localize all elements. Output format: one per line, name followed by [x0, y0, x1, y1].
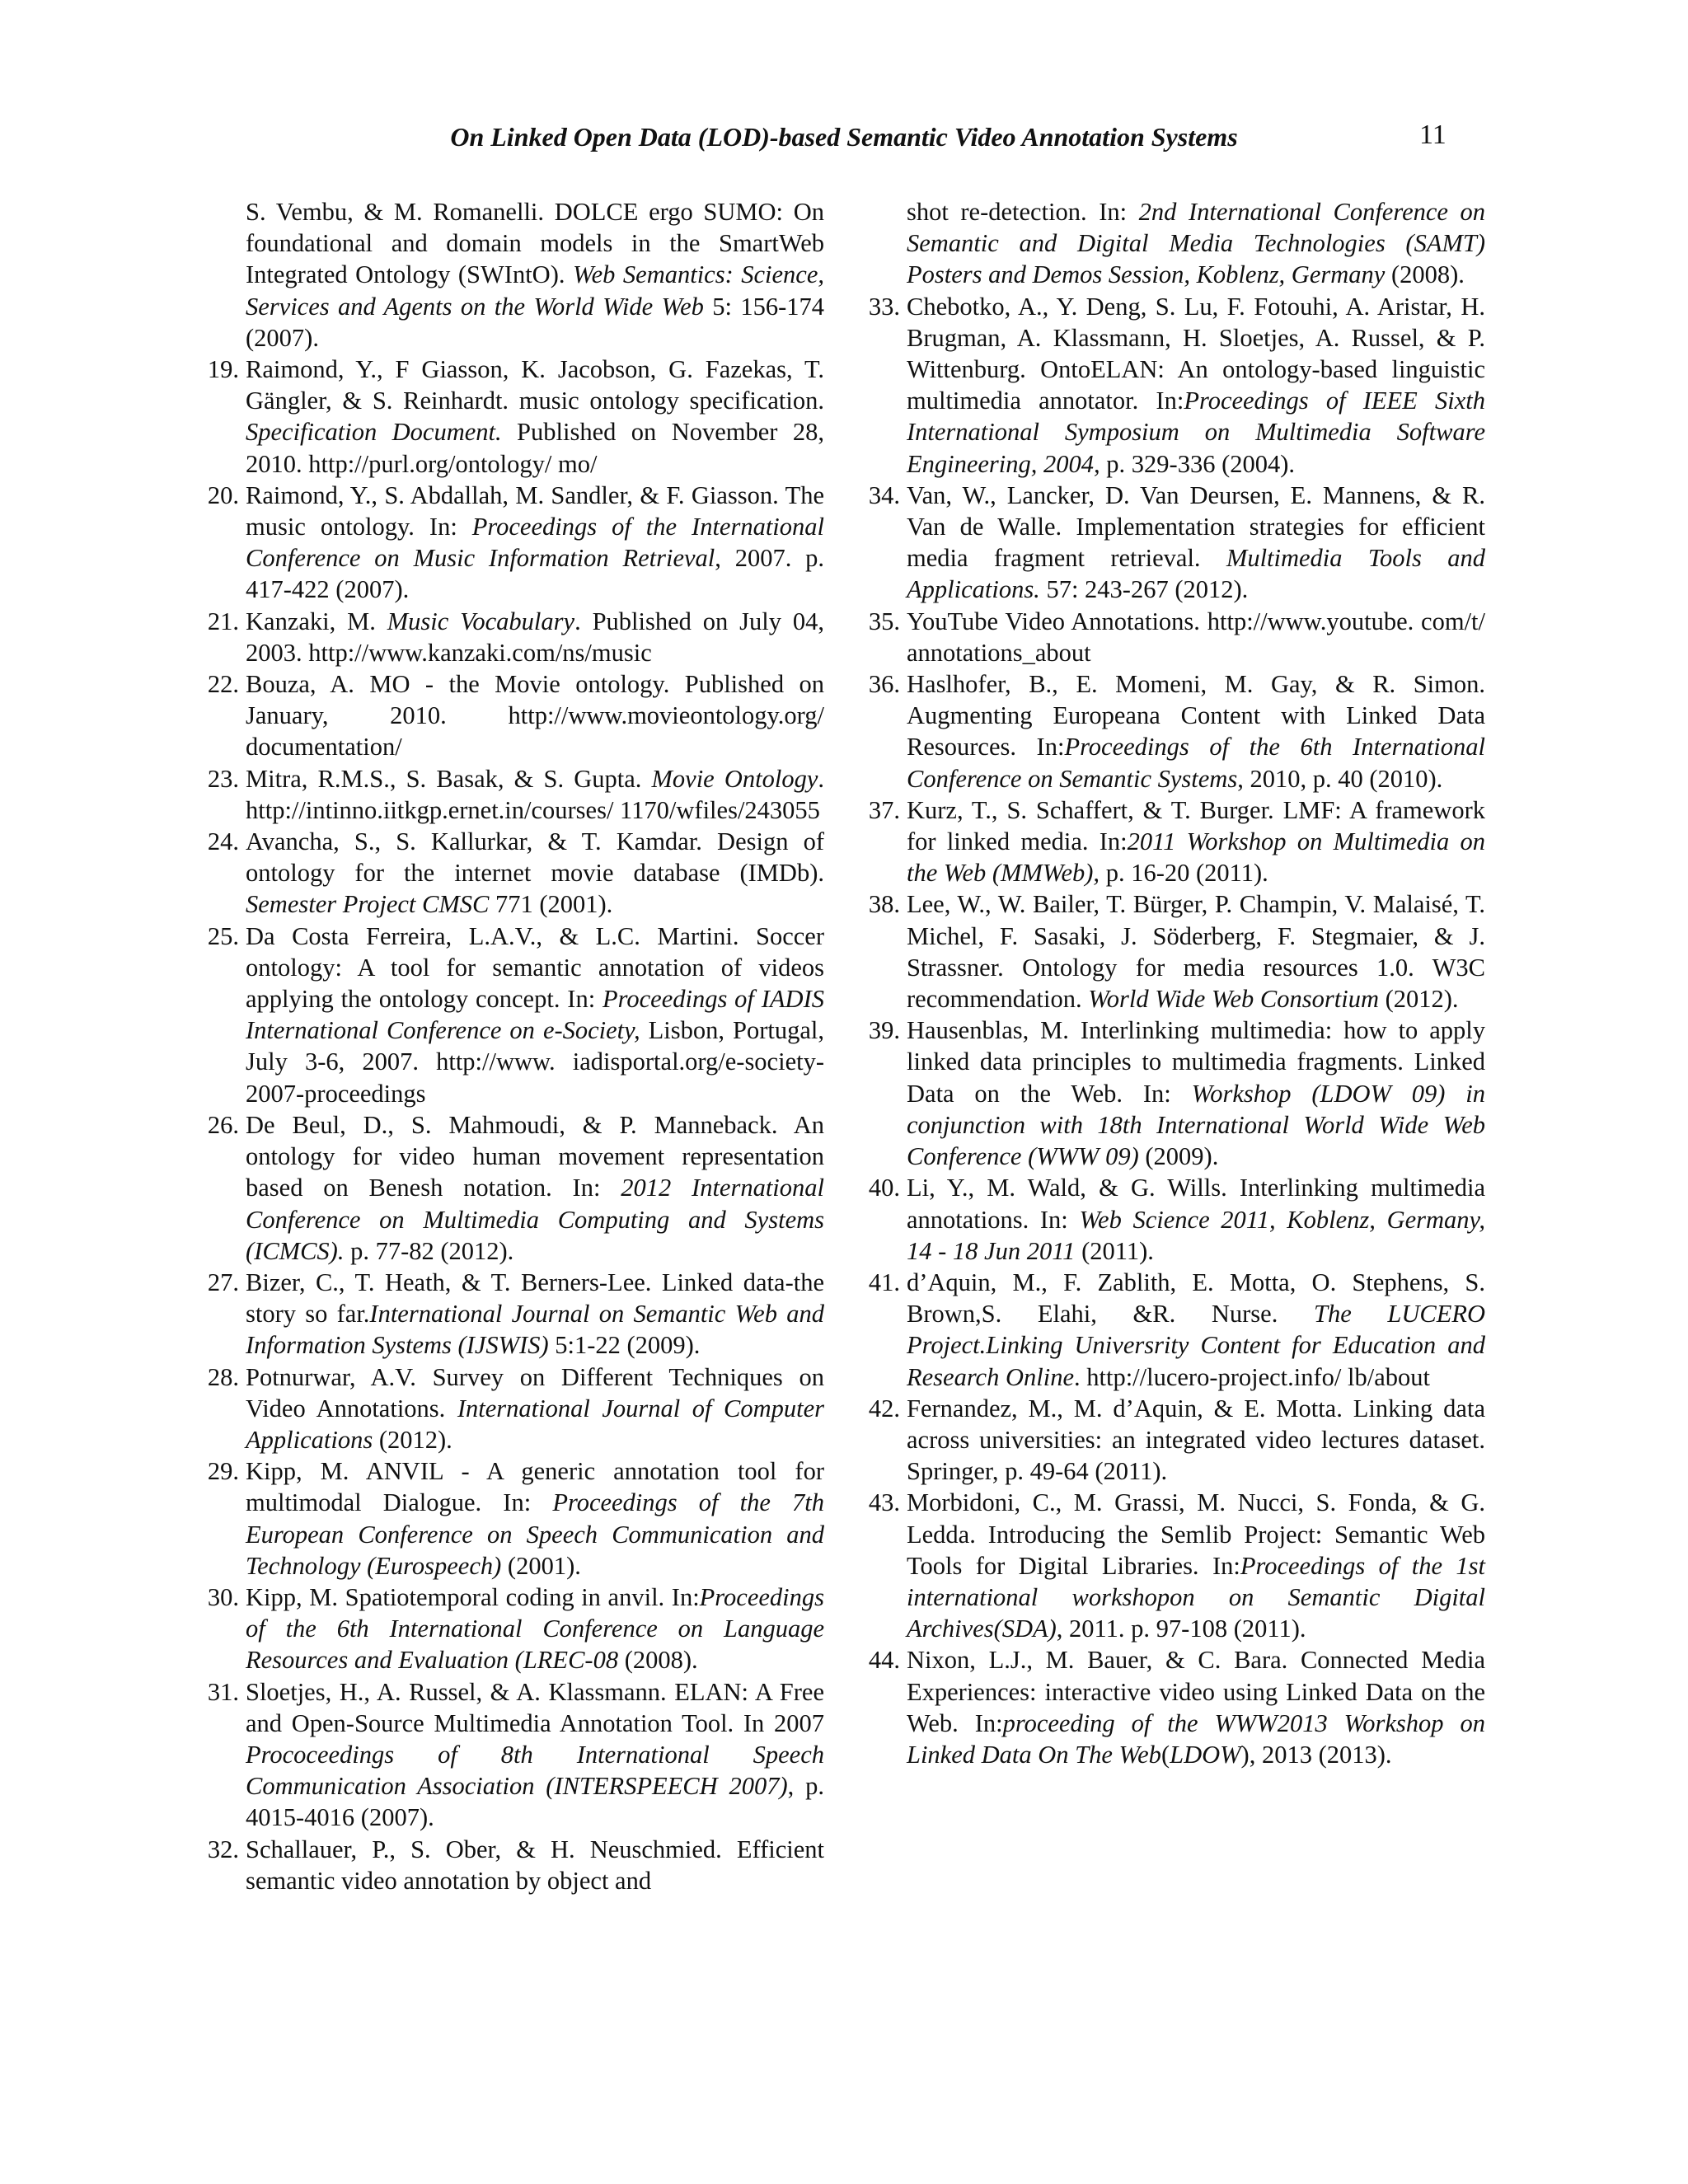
reference-number: 22.	[207, 670, 239, 699]
reference-number: 33.	[868, 292, 900, 321]
reference-text: p. 16-20 (2011).	[1100, 859, 1268, 888]
reference-text: Bouza, A. MO - the Movie ontology. Published on January, 2010. http://www.movieontology.org/ documentation/	[246, 670, 824, 762]
reference-text: (2011).	[1075, 1236, 1154, 1265]
reference-number: 31.	[207, 1677, 239, 1706]
reference-entry	[204, 1361, 824, 1456]
reference-number: 36.	[868, 670, 900, 699]
reference-italic-text: Proceedings of the 1st international workshopon on Semantic Digital Archives(SDA)	[907, 1551, 1485, 1643]
reference-text: Lisbon, Portugal, July 3-6, 2007. http://www. iadisportal.org/e-society-2007-proceedings	[246, 1016, 824, 1108]
reference-number: 41.	[868, 1268, 900, 1296]
reference-italic-text: Movie Ontology	[651, 764, 818, 793]
reference-text: . http://intinno.iitkgp.ernet.in/courses/ 1170/wfiles/243055	[246, 764, 824, 824]
reference-entry	[204, 1455, 824, 1582]
reference-text: 5:1-22 (2009).	[548, 1331, 701, 1360]
reference-italic-text: 2nd International Conference on Semantic and Digital Media Technologies (SAMT) Posters and Demos Session, Koblenz, Germany	[907, 198, 1485, 289]
reference-entry	[204, 668, 824, 763]
reference-number: 28.	[207, 1362, 239, 1391]
reference-italic-text: proceeding of the WWW2013 Workshop on Linked Data On The Web	[907, 1708, 1485, 1769]
reference-text: Haslhofer, B., E. Momeni, M. Gay, & R. Simon. Augmenting Europeana Content with Linked Data Resources. In:	[907, 670, 1485, 762]
reference-entry	[204, 826, 824, 921]
reference-text: . http://lucero-project.info/ lb/about	[1074, 1362, 1430, 1391]
reference-text: (2012).	[373, 1425, 452, 1454]
reference-italic-text: Prococeedings of 8th International Speech Communication Association (INTERSPEECH 2007)	[246, 1740, 824, 1801]
reference-entry	[204, 480, 824, 606]
reference-text: Kurz, T., S. Schaffert, & T. Burger. LMF: A framework for linked media. In:	[907, 795, 1485, 856]
reference-number: 39.	[868, 1016, 900, 1045]
reference-text: Sloetjes, H., A. Russel, & A. Klassmann. ELAN: A Free and Open-Source Multimedia Annotation Tool. In 2007	[246, 1677, 824, 1737]
reference-text: shot re-detection. In:	[907, 198, 1139, 226]
reference-italic-text: Proceedings of the 6th International Conference on Language Resources and Evaluation (LREC-08	[246, 1582, 824, 1675]
reference-entry	[865, 1267, 1485, 1393]
reference-entry	[865, 1393, 1485, 1488]
reference-italic-text: Web Science 2011, Koblenz, Germany, 14 - 18 Jun 2011	[907, 1205, 1486, 1265]
reference-text: De Beul, D., S. Mahmoudi, & P. Manneback. An ontology for video human movement representation based on Benesh notation. In:	[246, 1110, 824, 1202]
reference-entry	[204, 1676, 824, 1834]
reference-italic-text: Proceedings of the 6th International Conference on Semantic Systems	[907, 733, 1485, 793]
running-head: On Linked Open Data (LOD)-based Semantic Video Annotation Systems	[450, 122, 1238, 152]
reference-italic-text: Multimedia Tools and Applications.	[907, 544, 1485, 604]
reference-italic-text: 2012 International Conference on Multimedia Computing and Systems (ICMCS).	[246, 1174, 824, 1265]
reference-text: ), 2013 (2013).	[1240, 1740, 1392, 1769]
reference-text: Morbidoni, C., M. Grassi, M. Nucci, S. Fonda, & G. Ledda. Introducing the Semlib Project: Semantic Web Tools for Digital Libraries. In:	[907, 1488, 1485, 1580]
reference-text: (2008).	[1385, 260, 1465, 289]
reference-text: Mitra, R.M.S., S. Basak, & S. Gupta.	[246, 764, 652, 793]
reference-entry	[865, 1015, 1485, 1172]
reference-text: Nixon, L.J., M. Bauer, & C. Bara. Connected Media Experiences: interactive video using Linked Data on the Web. In:	[907, 1646, 1485, 1737]
reference-entry	[865, 480, 1485, 606]
reference-text: p. 77-82 (2012).	[344, 1236, 514, 1265]
reference-text: Schallauer, P., S. Ober, & H. Neuschmied. Efficient semantic video annotation by object and	[246, 1835, 824, 1895]
reference-number: 26.	[207, 1110, 239, 1139]
reference-italic-text: Proceedings of IADIS International Conference on e-Society,	[246, 985, 824, 1045]
reference-number: 29.	[207, 1457, 239, 1486]
reference-number: 23.	[207, 764, 239, 793]
reference-italic-text: Workshop (LDOW 09) in conjunction with 18th International World Wide Web Conference (WWW 09)	[907, 1079, 1485, 1171]
reference-italic-text: International Journal of Computer Applications	[246, 1394, 824, 1454]
reference-number: 32.	[207, 1835, 239, 1863]
reference-text: Published on November 28, 2010. http://purl.org/ontology/ mo/	[246, 418, 824, 478]
reference-entry	[865, 888, 1485, 1015]
reference-entry	[865, 291, 1485, 480]
reference-entry	[865, 668, 1485, 794]
reference-entry	[204, 1109, 824, 1267]
reference-entry	[204, 1834, 824, 1896]
reference-text: Potnurwar, A.V. Survey on Different Techniques on Video Annotations.	[246, 1362, 824, 1422]
reference-text: Raimond, Y., F Giasson, K. Jacobson, G. Fazekas, T. Gängler, & S. Reinhardt. music ontology specification.	[246, 355, 824, 415]
reference-text: Avancha, S., S. Kallurkar, & T. Kamdar. Design of ontology for the internet movie database (IMDb).	[246, 827, 824, 888]
reference-italic-text: Proceedings of IEEE Sixth International Symposium on Multimedia Software Engineering, 2004,	[907, 387, 1485, 478]
reference-number: 40.	[868, 1174, 900, 1202]
reference-number: 20.	[207, 480, 239, 509]
reference-text: Li, Y., M. Wald, & G. Wills. Interlinking multimedia annotations. In:	[907, 1174, 1485, 1234]
reference-italic-text: International Journal on Semantic Web and Information Systems (IJSWIS)	[246, 1300, 824, 1360]
reference-number: 25.	[207, 921, 239, 950]
reference-text: S. Vembu, & M. Romanelli. DOLCE ergo SUMO: On foundational and domain models in the SmartWeb Integrated Ontology (SWIntO).	[246, 198, 824, 289]
reference-number: 21.	[207, 607, 239, 635]
reference-text: Kipp, M. Spatiotemporal coding in anvil. In:	[246, 1582, 700, 1611]
reference-italic-text: 2011 Workshop on Multimedia on the Web (MMWeb),	[907, 827, 1485, 888]
reference-number: 42.	[868, 1394, 900, 1422]
reference-text: 57: 243-267 (2012).	[1039, 575, 1249, 604]
reference-entry	[204, 196, 824, 354]
reference-italic-text: Semester Project CMSC	[246, 890, 490, 919]
reference-text: , 2011. p. 97-108 (2011).	[1056, 1615, 1306, 1643]
reference-entry	[865, 1172, 1485, 1267]
reference-text: . Published on July 04, 2003. http://www.kanzaki.com/ns/music	[246, 607, 824, 667]
reference-text: Kanzaki, M.	[246, 607, 387, 635]
reference-number: 24.	[207, 827, 239, 856]
reference-number: 43.	[868, 1488, 900, 1517]
reference-entry	[204, 763, 824, 826]
reference-text: Lee, W., W. Bailer, T. Bürger, P. Champin, V. Malaisé, T. Michel, F. Sasaki, J. Söderberg, F. Stegmaier, & J. Strassner. Ontology for media resources 1.0. W3C recommendation.	[907, 890, 1485, 1014]
reference-text: (2008).	[618, 1646, 698, 1675]
reference-italic-text: Music Vocabulary	[387, 607, 575, 635]
reference-text: (	[1160, 1740, 1170, 1769]
reference-entry	[204, 606, 824, 668]
reference-entry	[204, 921, 824, 1109]
reference-text: p. 329-336 (2004).	[1100, 449, 1296, 478]
reference-entry	[865, 794, 1485, 889]
reference-italic-text: Specification Document.	[246, 418, 502, 447]
reference-entry	[204, 354, 824, 480]
reference-number: 27.	[207, 1268, 239, 1296]
reference-italic-text: Proceedings of the 7th European Conference on Speech Communication and Technology (Eurospeech)	[246, 1488, 824, 1580]
reference-text: Chebotko, A., Y. Deng, S. Lu, F. Fotouhi, A. Aristar, H. Brugman, A. Klassmann, H. Sloetjes, A. Russel, & P. Wittenburg. OntoELAN: An ontology-based linguistic multimedia annotator. In:	[907, 292, 1485, 415]
reference-entry	[865, 606, 1485, 668]
reference-text: Van, W., Lancker, D. Van Deursen, E. Mannens, & R. Van de Walle. Implementation strategies for efficient media fragment retrieval.	[907, 480, 1485, 573]
reference-number: 35.	[868, 607, 900, 635]
reference-column-right	[865, 196, 1485, 1770]
reference-text: Bizer, C., T. Heath, & T. Berners-Lee. Linked data-the story so far.	[246, 1268, 824, 1329]
reference-italic-text: The LUCERO Project.Linking Universrity Content for Education and Research Online	[907, 1300, 1486, 1391]
reference-number: 44.	[868, 1646, 900, 1675]
reference-text: 771 (2001).	[489, 890, 613, 919]
page-number: 11	[1419, 120, 1447, 150]
reference-number: 30.	[207, 1582, 239, 1611]
reference-text: Hausenblas, M. Interlinking multimedia: how to apply linked data principles to multimedia fragments. Linked Data on the Web. In:	[907, 1016, 1485, 1108]
reference-italic-text: World Wide Web Consortium	[1088, 985, 1379, 1014]
reference-number: 38.	[868, 890, 900, 919]
reference-text: 5: 156-174 (2007).	[246, 292, 824, 352]
reference-italic-text: Proceedings of the International Conference on Music Information Retrieval	[246, 513, 824, 573]
reference-text: , p. 4015-4016 (2007).	[246, 1772, 824, 1832]
reference-text: (2012).	[1378, 985, 1459, 1014]
reference-number: 19.	[207, 355, 239, 384]
reference-text: (2001).	[501, 1551, 581, 1580]
reference-text: (2009).	[1138, 1142, 1219, 1171]
reference-text: Da Costa Ferreira, L.A.V., & L.C. Martini. Soccer ontology: A tool for semantic annotation of videos applying the ontology concept. In:	[246, 921, 824, 1014]
reference-text: Kipp, M. ANVIL - A generic annotation tool for multimodal Dialogue. In:	[246, 1457, 824, 1517]
reference-entry	[204, 1267, 824, 1361]
reference-italic-text: Web Semantics: Science, Services and Agents on the World Wide Web	[246, 260, 824, 321]
reference-text: Fernandez, M., M. d’Aquin, & E. Motta. Linking data across universities: an integrated video lectures dataset. Springer, p. 49-64 (2011).	[907, 1394, 1485, 1486]
reference-text: , 2010, p. 40 (2010).	[1237, 764, 1443, 793]
reference-text: Raimond, Y., S. Abdallah, M. Sandler, & F. Giasson. The music ontology. In:	[246, 480, 824, 541]
reference-entry	[865, 1487, 1485, 1644]
reference-text: YouTube Video Annotations. http://www.youtube. com/t/ annotations_about	[907, 607, 1485, 667]
reference-italic-text: LDOW	[1170, 1740, 1241, 1769]
reference-entry	[865, 196, 1485, 291]
reference-number: 34.	[868, 480, 900, 509]
reference-text: , 2007. p. 417-422 (2007).	[246, 544, 824, 604]
reference-column-left	[204, 196, 824, 1896]
reference-entry	[204, 1582, 824, 1676]
reference-entry	[865, 1644, 1485, 1770]
reference-number: 37.	[868, 795, 900, 824]
reference-text: d’Aquin, M., F. Zablith, E. Motta, O. Stephens, S. Brown,S. Elahi, &R. Nurse.	[907, 1268, 1485, 1329]
